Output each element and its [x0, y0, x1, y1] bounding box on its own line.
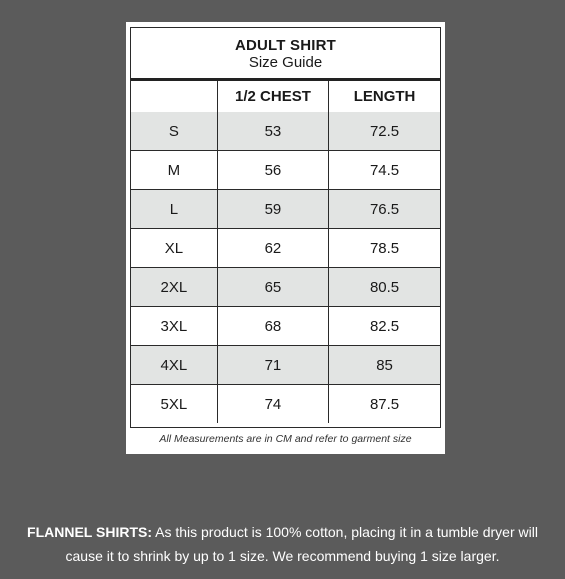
footnote-suffix: and refer to garment size	[291, 433, 412, 445]
length-cell: 87.5	[369, 395, 400, 413]
length-cell: 76.5	[329, 190, 440, 229]
table-row	[131, 229, 440, 268]
table-row	[131, 307, 440, 346]
notice-label: FLANNEL SHIRTS:	[27, 524, 152, 540]
length-cell: 72.5	[329, 112, 440, 151]
size-guide-header	[131, 28, 440, 81]
column-header-length: LENGTH	[353, 88, 416, 105]
length-cell: 82.5	[329, 307, 440, 346]
chest-cell: 65	[217, 268, 328, 307]
chest-cell: 74	[217, 385, 328, 424]
chest-cell: 71	[217, 346, 328, 385]
chest-cell: 68	[217, 307, 328, 346]
table-row	[131, 112, 440, 151]
footnote-unit: CM	[275, 433, 292, 445]
size-cell: 5XL	[131, 385, 217, 424]
length-cell: 78.5	[329, 229, 440, 268]
size-guide-title: ADULT SHIRT	[234, 37, 337, 54]
length-cell: 80.5	[329, 268, 440, 307]
size-table	[131, 81, 440, 423]
column-header-chest: 1/2 CHEST	[217, 81, 328, 112]
size-guide-card	[126, 22, 445, 454]
size-cell: M	[131, 151, 217, 190]
length-cell: 85	[329, 346, 440, 385]
size-cell: 4XL	[131, 346, 217, 385]
size-cell: S	[131, 112, 217, 151]
notice-text-2: cause it to shrink by up to 1 size. We recommend buying 1 size larger.	[65, 548, 500, 564]
length-cell: 74.5	[329, 151, 440, 190]
size-chart-frame	[130, 27, 441, 428]
measurement-footnote	[126, 433, 445, 445]
table-row	[131, 190, 440, 229]
table-row	[131, 151, 440, 190]
chest-cell: 53	[217, 112, 328, 151]
flannel-care-notice	[0, 520, 565, 568]
table-row	[131, 385, 440, 424]
table-row	[131, 346, 440, 385]
size-guide-subtitle: Size Guide	[248, 54, 323, 71]
table-header-row	[131, 81, 440, 112]
column-header-size	[131, 81, 217, 112]
chest-cell: 56	[217, 151, 328, 190]
size-cell: L	[131, 190, 217, 229]
table-row	[131, 268, 440, 307]
size-cell: 2XL	[131, 268, 217, 307]
notice-text-1: As this product is 100% cotton, placing it in a tumble dryer will	[152, 524, 538, 540]
footnote-prefix: All Measurements are in	[159, 433, 276, 445]
size-cell: XL	[131, 229, 217, 268]
size-cell: 3XL	[131, 307, 217, 346]
notice-line-1	[0, 520, 565, 544]
chest-cell: 59	[217, 190, 328, 229]
chest-cell: 62	[217, 229, 328, 268]
